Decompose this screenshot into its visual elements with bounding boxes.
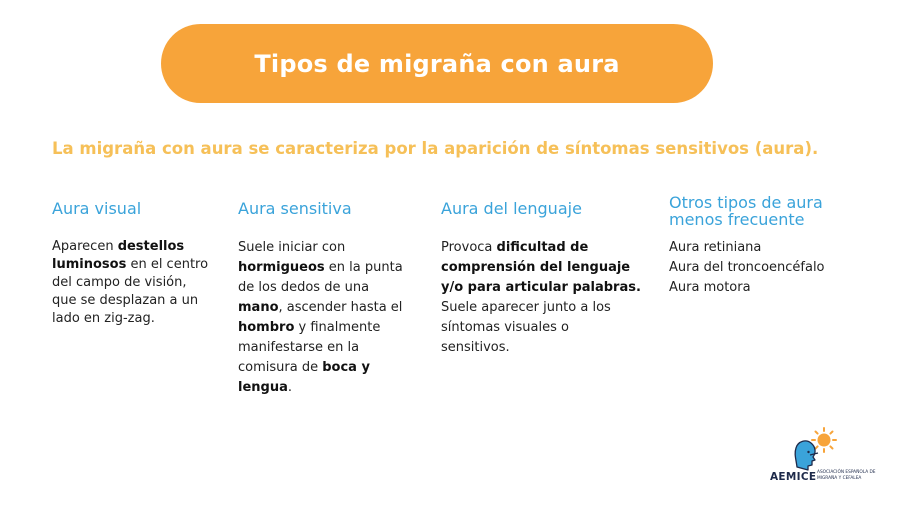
emphasis-text: hombro — [238, 320, 295, 335]
emphasis-text: dificultad de comprensión del lenguaje y/o para articular palabras. — [441, 240, 641, 295]
head-icon — [795, 441, 818, 470]
body-text: Provoca — [441, 240, 497, 255]
logo-wordmark: AEMICE — [770, 471, 817, 483]
body-text: . — [287, 380, 293, 395]
column-otros-tipos — [669, 194, 844, 228]
emphasis-text: destellos luminosos — [52, 239, 185, 272]
list-item: Aura del troncoencéfalo — [669, 260, 825, 275]
slide-subtitle: La migraña con aura se caracteriza por la aparición de síntomas sensitivos (aura). — [52, 139, 819, 158]
emphasis-text: boca y lengua — [238, 360, 370, 395]
column-body — [238, 238, 416, 398]
column-heading: Aura del lenguaje — [441, 199, 582, 218]
body-text: Suele iniciar con — [238, 240, 346, 255]
list-item: Aura retiniana — [669, 240, 762, 255]
column-body — [441, 238, 641, 358]
emphasis-text: hormigueos — [238, 260, 325, 275]
body-text: Aparecen — [52, 239, 118, 254]
column-heading: Otros tipos de aura menos frecuente — [669, 193, 823, 229]
column-aura-visual — [52, 200, 222, 217]
column-heading: Aura visual — [52, 199, 142, 218]
title-banner — [161, 24, 713, 103]
column-aura-lenguaje — [441, 200, 641, 217]
list-item: Aura motora — [669, 280, 751, 295]
sun-icon — [812, 428, 836, 452]
column-body — [52, 238, 212, 328]
logo-tagline: ASOCIACIÓN ESPAÑOLA DE MIGRAÑA Y CEFALEA — [817, 470, 876, 481]
body-text: Suele aparecer junto a los síntomas visuales o sensitivos. — [441, 300, 611, 355]
other-aura-list — [669, 238, 869, 298]
body-text: en la punta de los dedos de una — [238, 260, 403, 295]
column-aura-sensitiva — [238, 200, 418, 217]
column-heading: Aura sensitiva — [238, 199, 352, 218]
emphasis-text: mano — [238, 300, 279, 315]
slide-title: Tipos de migraña con aura — [254, 49, 620, 78]
body-text: en el centro del campo de visión, que se desplazan a un lado en zig-zag. — [52, 257, 209, 326]
body-text: y finalmente manifestarse en la comisura de — [238, 320, 381, 375]
body-text: , ascender hasta el — [278, 300, 403, 315]
